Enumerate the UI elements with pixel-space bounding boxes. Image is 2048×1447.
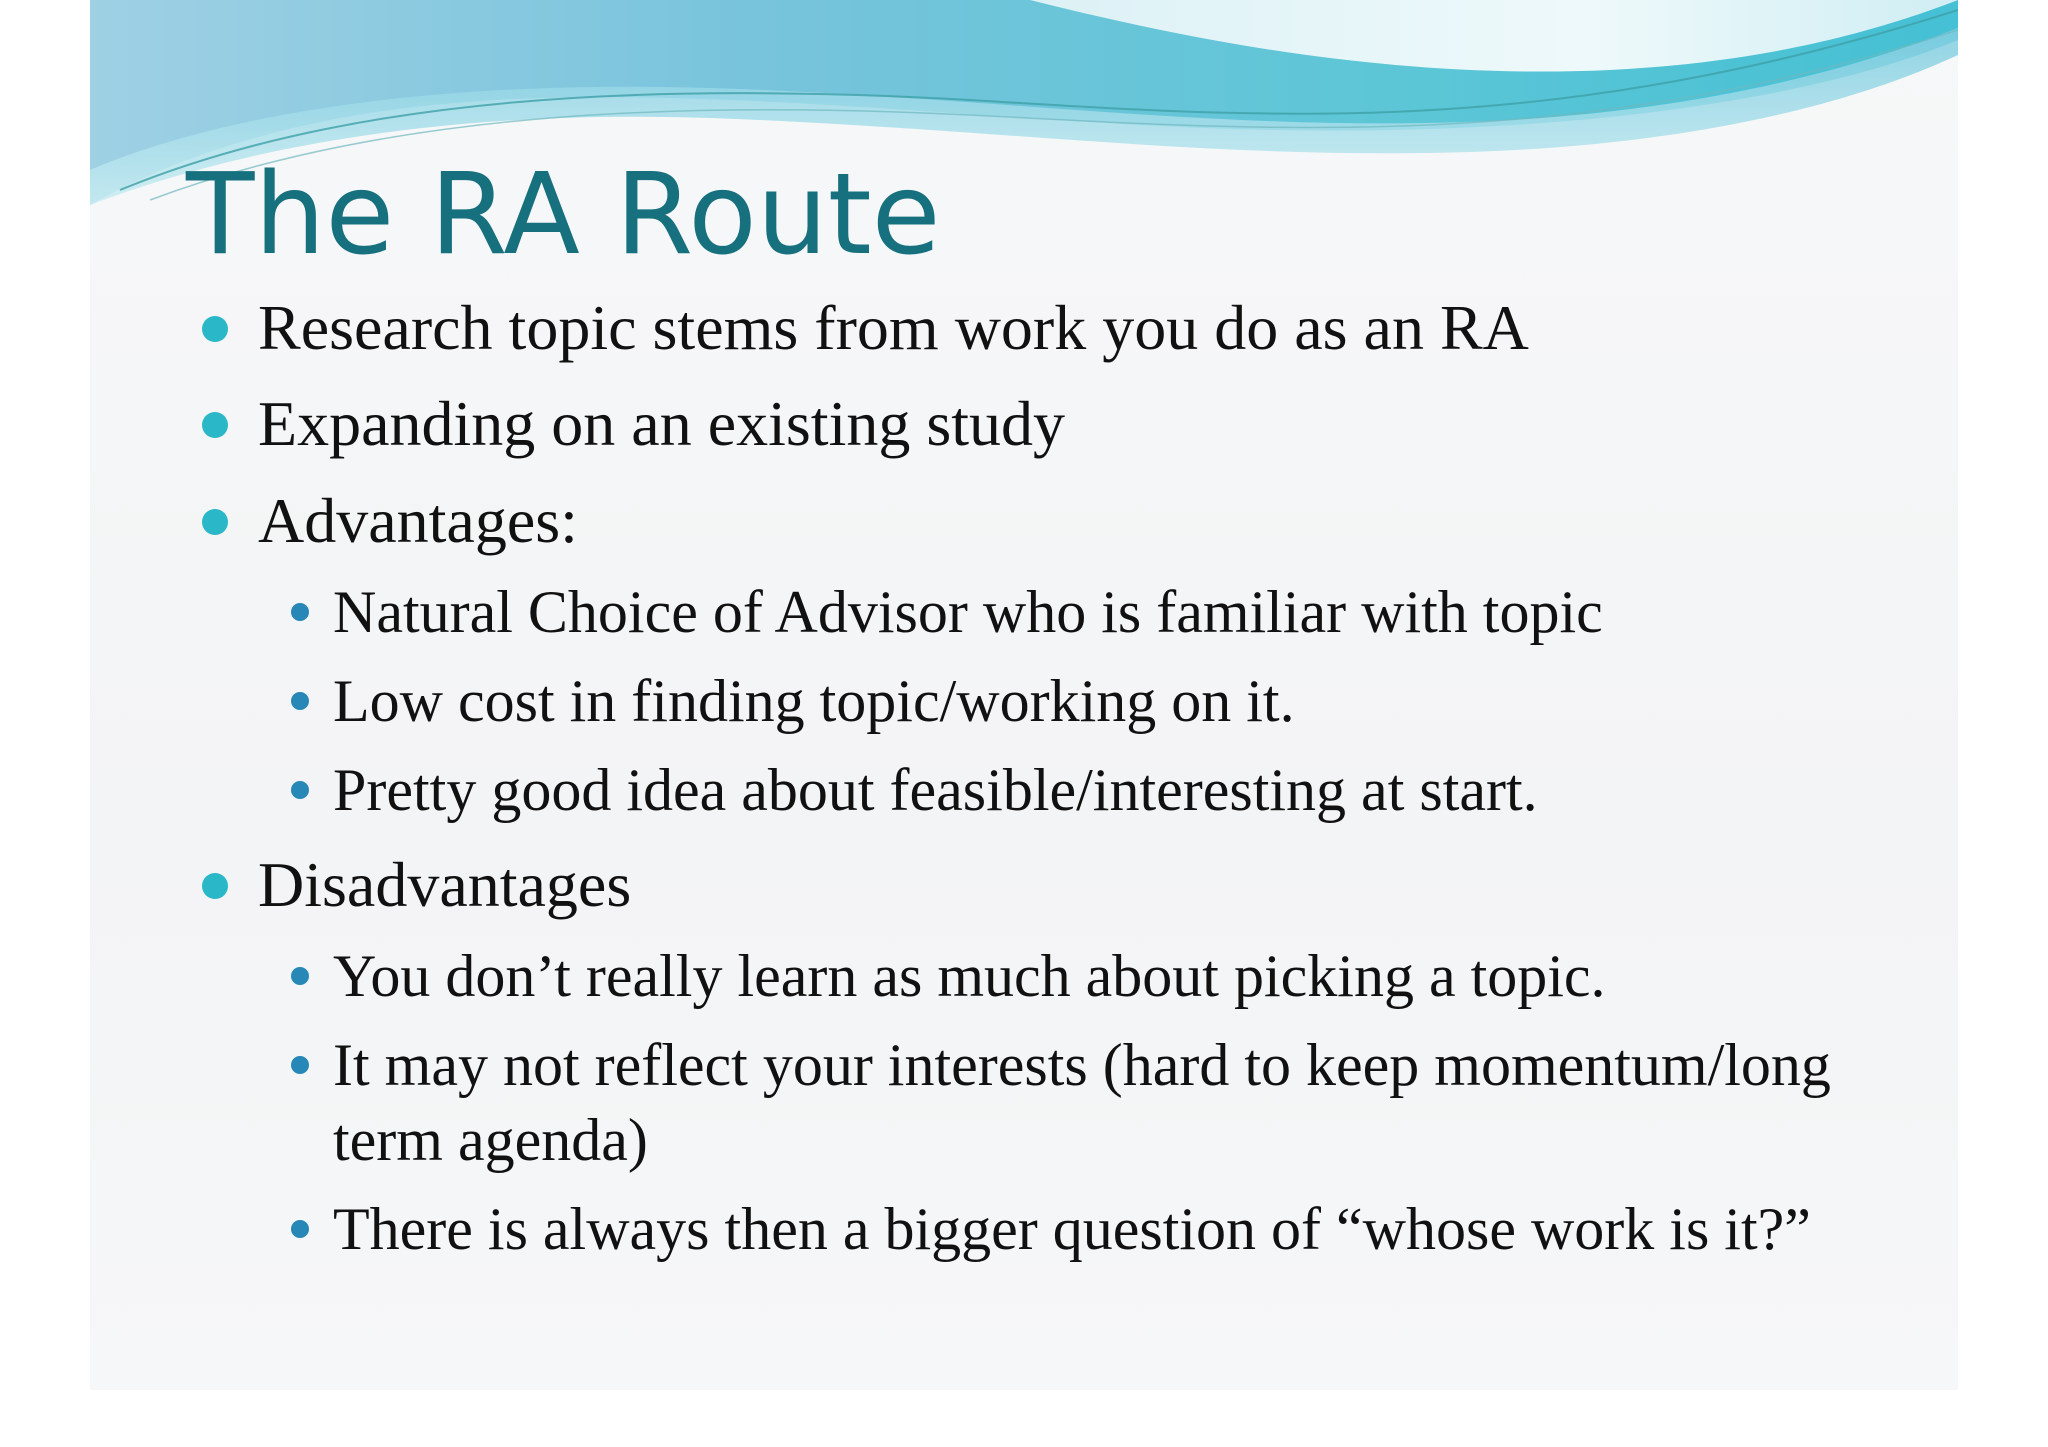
- sub-bullet-text: You don’t really learn as much about picking a topic.: [333, 943, 1606, 1009]
- sub-bullet-dot-icon: [291, 692, 309, 710]
- sub-bullet-dot-icon: [291, 1220, 309, 1238]
- sub-bullet-item: [333, 575, 1913, 650]
- sub-bullet-text: Pretty good idea about feasible/interesting at start.: [333, 757, 1538, 823]
- sub-bullet-item: [333, 664, 1913, 739]
- sub-bullet-text: Low cost in finding topic/working on it.: [333, 668, 1295, 734]
- sub-bullet-dot-icon: [291, 781, 309, 799]
- bullet-text: Disadvantages: [258, 849, 632, 920]
- bullet-dot-icon: [202, 873, 228, 899]
- sub-bullet-dot-icon: [291, 1056, 309, 1074]
- bullet-dot-icon: [202, 509, 228, 535]
- sub-bullet-item: [333, 939, 1913, 1014]
- bullet-text: Expanding on an existing study: [258, 388, 1066, 459]
- slide: [90, 0, 1958, 1390]
- bullet-item: [258, 847, 631, 923]
- sub-bullet-dot-icon: [291, 603, 309, 621]
- sub-bullet-text: Natural Choice of Advisor who is familiar with topic: [333, 579, 1603, 645]
- sub-bullet-text: It may not reflect your interests (hard to keep momentum/long term agenda): [333, 1032, 1831, 1173]
- bullet-list: [90, 0, 1958, 1390]
- sub-bullet-item: [333, 1192, 1913, 1267]
- sub-bullet-dot-icon: [291, 967, 309, 985]
- bullet-item: [258, 386, 1065, 462]
- slide-title: The RA Route: [186, 150, 941, 280]
- bullet-dot-icon: [202, 412, 228, 438]
- bullet-dot-icon: [202, 316, 228, 342]
- sub-bullet-item: [333, 753, 1913, 828]
- bullet-item: [258, 483, 578, 559]
- bullet-text: Advantages:: [258, 485, 578, 556]
- sub-bullet-item: [333, 1028, 1913, 1178]
- bullet-item: [258, 290, 1529, 366]
- bullet-text: Research topic stems from work you do as an RA: [258, 292, 1529, 363]
- sub-bullet-text: There is always then a bigger question of “whose work is it?”: [333, 1196, 1811, 1262]
